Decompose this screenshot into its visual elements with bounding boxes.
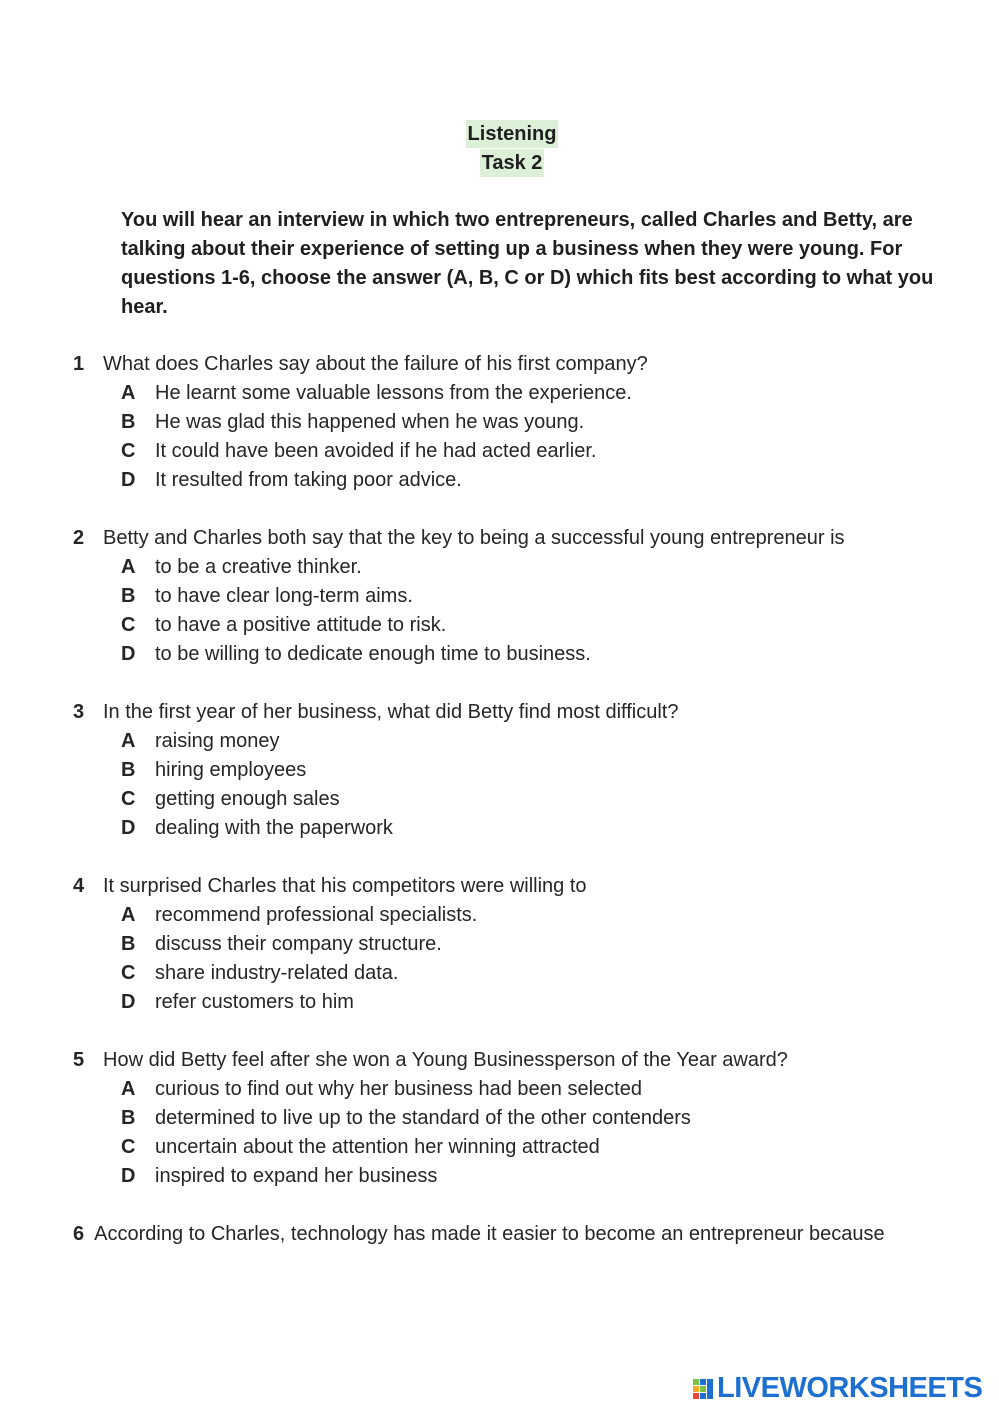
- option-letter: B: [121, 411, 136, 433]
- option-letter: B: [121, 1107, 136, 1129]
- question-number: 3: [73, 701, 85, 723]
- option-text: raising money: [155, 730, 280, 752]
- option-text: determined to live up to the standard of the other contenders: [155, 1107, 691, 1129]
- option-text: recommend professional specialists.: [155, 904, 478, 926]
- option-c[interactable]: [121, 1133, 973, 1162]
- option-letter: C: [121, 440, 136, 462]
- question-text: It surprised Charles that his competitors were willing to: [103, 875, 587, 897]
- options-list: [73, 727, 973, 843]
- question-text: What does Charles say about the failure of his first company?: [103, 353, 648, 375]
- questions-list: [73, 350, 973, 1278]
- option-text: to be a creative thinker.: [155, 556, 362, 578]
- option-d[interactable]: [121, 640, 973, 669]
- option-text: to have clear long-term aims.: [155, 585, 413, 607]
- option-text: He learnt some valuable lessons from the experience.: [155, 382, 632, 404]
- option-a[interactable]: [121, 901, 973, 930]
- option-letter: C: [121, 614, 136, 636]
- question-6: [73, 1220, 973, 1249]
- option-d[interactable]: [121, 1162, 973, 1191]
- option-text: share industry-related data.: [155, 962, 399, 984]
- question-text: According to Charles, technology has made it easier to become an entrepreneur because: [94, 1223, 885, 1245]
- options-list: [73, 379, 973, 495]
- option-a[interactable]: [121, 553, 973, 582]
- option-letter: C: [121, 962, 136, 984]
- option-letter: D: [121, 1165, 136, 1187]
- title-task: Task 2: [480, 149, 545, 177]
- option-letter: D: [121, 817, 136, 839]
- option-b[interactable]: [121, 408, 973, 437]
- question-3: [73, 698, 973, 843]
- question-number: 4: [73, 875, 85, 897]
- option-text: dealing with the paperwork: [155, 817, 393, 839]
- option-d[interactable]: [121, 814, 973, 843]
- option-text: getting enough sales: [155, 788, 340, 810]
- option-a[interactable]: [121, 727, 973, 756]
- option-letter: B: [121, 585, 136, 607]
- question-1: [73, 350, 973, 495]
- option-text: hiring employees: [155, 759, 307, 781]
- logo-mark-icon: [692, 1375, 714, 1401]
- option-text: to be willing to dedicate enough time to business.: [155, 643, 591, 665]
- option-d[interactable]: [121, 466, 973, 495]
- option-b[interactable]: [121, 930, 973, 959]
- option-c[interactable]: [121, 785, 973, 814]
- option-text: to have a positive attitude to risk.: [155, 614, 447, 636]
- option-letter: C: [121, 1136, 136, 1158]
- question-number: 2: [73, 527, 85, 549]
- question-4: [73, 872, 973, 1017]
- option-text: It resulted from taking poor advice.: [155, 469, 462, 491]
- option-d[interactable]: [121, 988, 973, 1017]
- option-letter: A: [121, 556, 136, 578]
- options-list: [73, 1075, 973, 1191]
- option-b[interactable]: [121, 756, 973, 785]
- option-text: curious to find out why her business had been selected: [155, 1078, 642, 1100]
- question-5: [73, 1046, 973, 1191]
- options-list: [73, 553, 973, 669]
- instructions-text: You will hear an interview in which two entrepreneurs, called Charles and Betty, are talking about their experience of setting up a business when they were young. For questions 1-6, choose the answer (A, B, C or D) which fits best according to what you hear.: [121, 209, 934, 318]
- option-c[interactable]: [121, 611, 973, 640]
- option-letter: A: [121, 382, 136, 404]
- option-c[interactable]: [121, 437, 973, 466]
- option-letter: A: [121, 1078, 136, 1100]
- question-text: In the first year of her business, what did Betty find most difficult?: [103, 701, 679, 723]
- option-c[interactable]: [121, 959, 973, 988]
- option-letter: D: [121, 643, 136, 665]
- option-text: uncertain about the attention her winning attracted: [155, 1136, 600, 1158]
- option-letter: C: [121, 788, 136, 810]
- question-number: 6: [73, 1223, 85, 1245]
- option-letter: A: [121, 904, 136, 926]
- logo-text: LIVEWORKSHEETS: [717, 1371, 983, 1404]
- option-letter: B: [121, 933, 136, 955]
- option-text: He was glad this happened when he was young.: [155, 411, 585, 433]
- option-a[interactable]: [121, 1075, 973, 1104]
- question-text: How did Betty feel after she won a Young Businessperson of the Year award?: [103, 1049, 788, 1071]
- option-letter: B: [121, 759, 136, 781]
- option-letter: D: [121, 991, 136, 1013]
- liveworksheets-logo: [692, 1373, 982, 1403]
- question-2: [73, 524, 973, 669]
- option-text: It could have been avoided if he had acted earlier.: [155, 440, 597, 462]
- option-letter: A: [121, 730, 136, 752]
- question-number: 1: [73, 353, 85, 375]
- options-list: [73, 901, 973, 1017]
- question-text: Betty and Charles both say that the key to being a successful young entrepreneur is: [103, 527, 845, 549]
- option-text: inspired to expand her business: [155, 1165, 438, 1187]
- question-number: 5: [73, 1049, 85, 1071]
- title-listening: Listening: [466, 120, 559, 148]
- option-b[interactable]: [121, 582, 973, 611]
- option-b[interactable]: [121, 1104, 973, 1133]
- title-block: [0, 120, 999, 178]
- option-text: refer customers to him: [155, 991, 354, 1013]
- option-letter: D: [121, 469, 136, 491]
- option-a[interactable]: [121, 379, 973, 408]
- option-text: discuss their company structure.: [155, 933, 442, 955]
